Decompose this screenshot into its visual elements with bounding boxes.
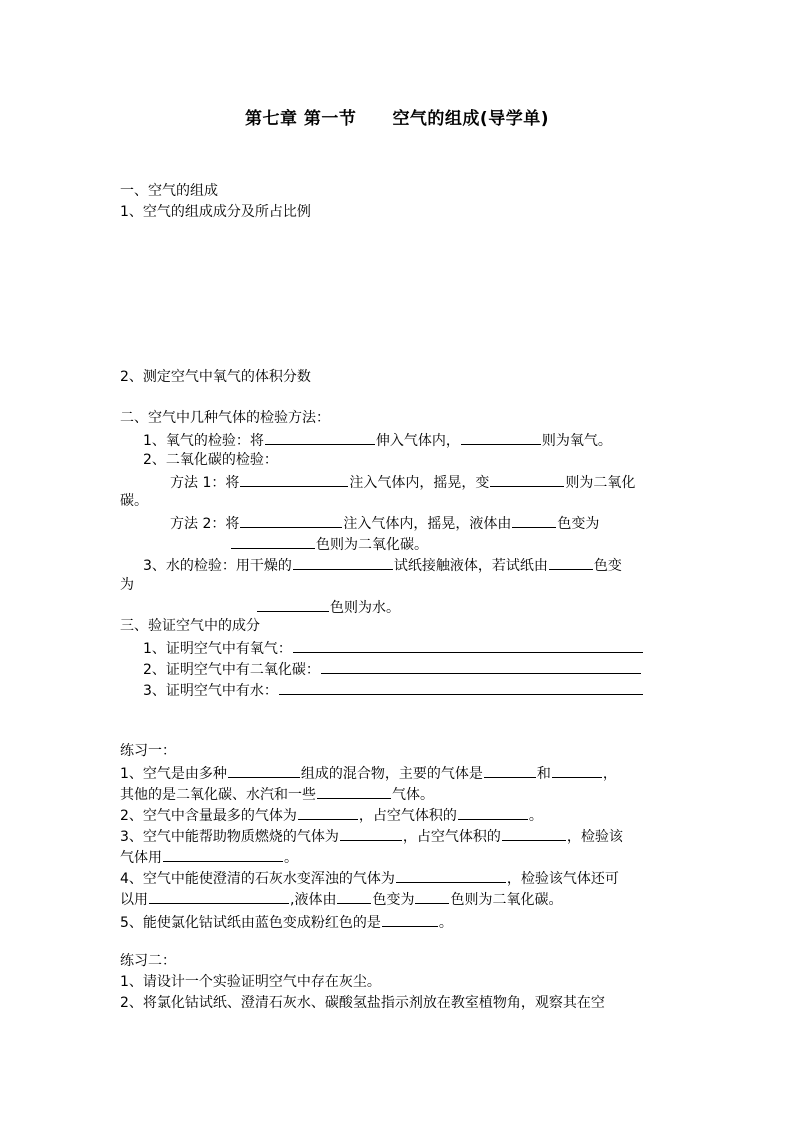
section-1-question-1: 1、空气的组成成分及所占比例 [120,204,311,220]
exercise-1-q2: 2、空气中含量最多的气体为 ，占空气体积的 。 [120,804,543,824]
fill-blank[interactable] [552,762,602,778]
topic-label: 空气的组成(导学单) [392,109,549,129]
chapter-label: 第七章 第一节 [245,109,357,129]
exercise-1-q3-wrap: 气体用 。 [120,846,298,866]
fill-blank[interactable] [240,512,342,528]
answer-line[interactable] [321,658,641,674]
exercise-1-q4-wrap: 以用 ,液体由 色变为 色则为二氧化碳。 [120,888,562,908]
fill-blank[interactable] [163,846,283,862]
fill-blank[interactable] [415,888,449,904]
fill-blank[interactable] [240,471,348,487]
fill-blank[interactable] [502,825,566,841]
exercise-2-heading: 练习二： [120,953,176,969]
section-1-heading: 一、空气的组成 [120,183,218,199]
fill-blank[interactable] [490,471,564,487]
section-2-heading: 二、空气中几种气体的检验方法： [120,410,330,426]
fill-blank[interactable] [149,888,289,904]
fill-blank[interactable] [337,888,371,904]
fill-blank[interactable] [257,596,329,612]
prove-water-line: 3、证明空气中有水： [143,679,644,699]
fill-blank[interactable] [461,429,541,445]
answer-line[interactable] [279,679,643,695]
exercise-1-q4: 4、空气中能使澄清的石灰水变浑浊的气体为 ，检验该气体还可 [120,867,619,887]
oxygen-test-line: 1、氧气的检验：将 伸入气体内， 则为氧气。 [143,429,612,449]
fill-blank[interactable] [396,867,506,883]
fill-blank[interactable] [228,762,300,778]
exercise-1-heading: 练习一： [120,743,176,759]
page-title [0,104,794,129]
fill-blank[interactable] [549,554,593,570]
fill-blank[interactable] [231,533,315,549]
exercise-1-q3: 3、空气中能帮助物质燃烧的气体为 ，占空气体积的 ，检验该 [120,825,623,845]
fill-blank[interactable] [382,911,438,927]
fill-blank[interactable] [317,783,391,799]
section-3-heading: 三、验证空气中的成分 [120,618,260,634]
exercise-1-q1: 1、空气是由多种 组成的混合物，主要的气体是 和 ， [120,762,617,782]
exercise-1-q1-wrap: 其他的是二氧化碳、水汽和一些 气体。 [120,783,434,803]
fill-blank[interactable] [458,804,528,820]
section-1-question-2: 2、测定空气中氧气的体积分数 [120,369,311,385]
fill-blank[interactable] [484,762,536,778]
co2-method-1-wrap: 碳。 [120,493,148,509]
exercise-2-q1: 1、请设计一个实验证明空气中存在灰尘。 [120,974,381,990]
fill-blank[interactable] [293,554,393,570]
fill-blank[interactable] [512,512,556,528]
fill-blank[interactable] [298,804,358,820]
answer-line[interactable] [293,637,643,653]
water-test-wrap-1: 为 [120,577,134,593]
co2-method-1-line: 方法 1：将 注入气体内，摇晃，变 则为二氧化 [170,471,635,491]
co2-method-2-wrap: 色则为二氧化碳。 [230,533,428,553]
fill-blank[interactable] [265,429,375,445]
fill-blank[interactable] [340,825,402,841]
prove-co2-line: 2、证明空气中有二氧化碳： [143,658,642,678]
exercise-1-q5: 5、能使氯化钴试纸由蓝色变成粉红色的是 。 [120,911,453,931]
prove-oxygen-line: 1、证明空气中有氧气： [143,637,644,657]
water-test-line: 3、水的检验：用干燥的 试纸接触液体，若试纸由 色变 [143,554,622,574]
co2-test-heading: 2、二氧化碳的检验： [143,452,278,468]
exercise-2-q2: 2、将氯化钴试纸、澄清石灰水、碳酸氢盐指示剂放在教室植物角，观察其在空 [120,995,605,1011]
co2-method-2-line: 方法 2：将 注入气体内，摇晃，液体由 色变为 [170,512,599,532]
water-test-wrap-2: 色则为水。 [256,596,400,616]
